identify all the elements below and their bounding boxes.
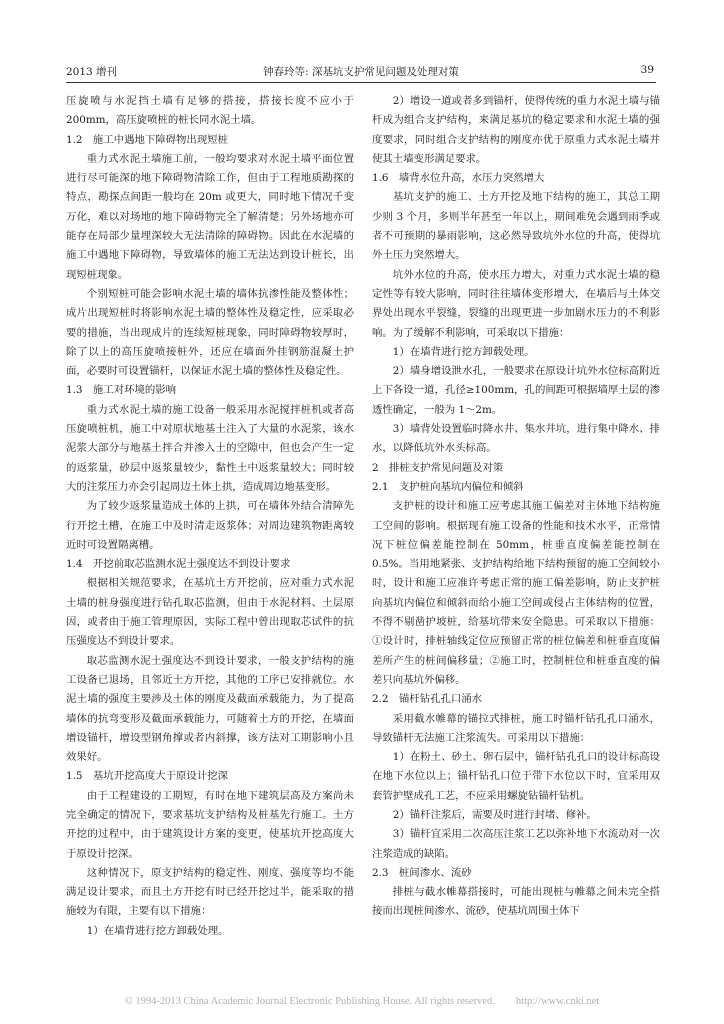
body-paragraph: 这种情况下，原支护结构的稳定性、刚度、强度等均不能满足设计要求，而且土方开挖有时已经开挖过半，能采取的措施较为有限，主要有以下措施： <box>66 866 354 918</box>
body-paragraph: 排桩与截水帷幕搭接时，可能出现桩与帷幕之间未完全搭接而出现桩间渗水、流砂，使基坑周围土体下 <box>372 886 660 918</box>
body-paragraph: 个别短桩可能会影响水泥土墙的墙体抗渗性能及整体性；成片出现短桩时将影响水泥土墙的整体性及稳定性，应采取必要的措施，当出现成片的连续短桩现象，同时障碍物较厚时，除了以上的高压旋喷接桩外，还应在墙面外挂钢筋混凝土护面，必要时可设置锚杆，以保证水泥土墙的整体性及稳定性。 <box>66 287 354 378</box>
body-paragraph: 1）在粉土、砂土、卵石层中，锚杆钻孔孔口的设计标高设在地下水位以上；锚杆钻孔口位于带下水位以下时，宜采用双套管护壁成孔工艺，不应采用螺旋钻锚杆钻机。 <box>372 751 660 802</box>
body-paragraph: 坑外水位的升高，使水压力增大，对重力式水泥土墙的稳定性等有较大影响，同时往往墙体变形增大，在墙后与土体交界处出现水平裂缝，裂缝的出现更进一步加剧水压力的不利影响。为了缓解不利影响，可采取以下措施： <box>372 268 660 339</box>
copyright-footer: © 1994-2013 China Academic Journal Electronic Publishing House. All rights reserved. http://www.cnki.net <box>124 996 600 1007</box>
body-paragraph: 3）锚杆宜采用二次高压注浆工艺以弥补地下水流动对一次注浆造成的缺陷。 <box>372 828 660 860</box>
body-paragraph: 2）增设一道或者多到锚杆，使得传统的重力水泥土墙与锚杆成为组合支护结构，来满足基坑的稳定要求和水泥土墙的强度要求，同时组合支护结构的刚度亦优于原重力式水泥土墙并使其土墙变形满足要求。 <box>372 95 660 165</box>
journal-issue: 2013 增刊 <box>66 66 118 78</box>
body-paragraph: 根据相关规范要求，在基坑土方开挖前，应对重力式水泥土墙的桩身强度进行钻孔取芯监测，但由于水泥材料、土层原因，或者由于施工管理原因，实际工程中曾出现取芯试件的抗压强度达不到设计要求。 <box>66 577 354 648</box>
section-heading: 1.2 施工中遇地下障碍物出现短桩 <box>66 133 228 146</box>
page-number: 39 <box>640 64 654 76</box>
section-heading: 1.3 施工对环境的影响 <box>66 384 177 397</box>
body-paragraph: 2）锚杆注浆后，需要及时进行封堵、修补。 <box>392 808 597 821</box>
body-paragraph: 重力式水泥土墙的施工设备一般采用水泥搅拌桩机或者高压旋喷桩机，施工中对原状地基土注入了大量的水泥浆，该水泥浆大部分与地基土拌合并渗入土的空隙中，但也会产生一定的返浆量，砂层中返浆量较少，黏性土中返浆量较大；同时较大的注浆压力亦会引起周边土体上拱，造成周边地基变形。 <box>66 403 354 493</box>
body-paragraph: 采用截水帷幕的锚拉式排桩，施工时锚杆钻孔孔口涌水，导致锚杆无法施工注浆流失。可采用以下措施： <box>372 712 660 744</box>
section-heading: 2 排桩支护常见问题及对策 <box>372 461 504 474</box>
section-heading: 1.6 墙背水位升高，水压力突然增大 <box>372 172 545 185</box>
body-paragraph: 2）墙身增设泄水孔，一般要求在原设计坑外水位标高附近上下各设一道，孔径≥100mm，孔的间距可根据墙厚土层的渗透性确定，一般为 1～2m。 <box>372 365 660 416</box>
article-running-title: 钟春玲等: 深基坑支护常见问题及处理对策 <box>263 66 459 78</box>
section-heading: 2.1 支护桩向基坑内偏位和倾斜 <box>372 480 524 493</box>
section-heading: 1.4 开挖前取芯监测水泥土强度达不到设计要求 <box>66 558 291 571</box>
body-paragraph: 1）在墙背进行挖方卸载处理。 <box>86 924 229 937</box>
body-paragraph: 重力式水泥土墙施工前，一般均要求对水泥土墙平面位置进行尽可能深的地下障碍物清除工作，但由于工程地质勘探的特点，勘探点间距一般均在 20m 或更大，同时地下情况千变万化，难以对场地的地下障碍物完全了解清楚；另外场地亦可能存在局部少量埋深较大无法清除的障碍物。因此在水泥墙的施工中遇地下障碍物，导致墙体的施工无法达到设计桩长，出现短桩现象。 <box>66 152 354 281</box>
body-paragraph: 取芯监测水泥土强度达不到设计要求，一般支护结构的施工设备已退场，且邻近土方开挖，其他的工序已安排就位。水泥土墙的强度主要涉及土体的刚度及截面承载能力，为了提高墙体的抗弯变形及截面承载能力，可随着土方的开挖，在墙面增设锚杆，增设型钢角撑或者内斜撑，该方法对工期影响小且效果好。 <box>66 654 354 764</box>
running-header <box>66 58 656 83</box>
section-heading: 1.5 基坑开挖高度大于原设计挖深 <box>66 770 228 783</box>
right-column <box>372 92 660 922</box>
body-paragraph: 基坑支护的施工、土方开挖及地下结构的施工，其总工期少则 3 个月，多则半年甚至一年以上，期间难免会遇到雨季或者不可预期的暴雨影响，这必然导致坑外水位的升高，使得坑外土压力突然增大。 <box>372 191 660 262</box>
body-paragraph: 由于工程建设的工期短，有时在地下建筑层高及方案尚未完全确定的情况下，要求基坑支护结构及桩基先行施工。土方开挖的过程中，由于建筑设计方案的变更，使基坑开挖高度大于原设计挖深。 <box>66 789 354 860</box>
body-paragraph: 3）墙背处设置临时降水井、集水井坑，进行集中降水、排水，以降低坑外水头标高。 <box>372 423 660 455</box>
left-column <box>66 92 354 941</box>
body-paragraph: 1）在墙背进行挖方卸载处理。 <box>392 345 535 358</box>
body-paragraph: 支护桩的设计和施工应考虑其施工偏差对主体地下结构施工空间的影响。根据现有施工设备的性能和技术水平，正常情况下桩位偏差能控制在 50mm，桩垂直度偏差能控制在 0.5%。当用地紧张、支护结构给地下结构预留的施工空间较小时，设计和施工应准许考虑正常的施工偏差影响，防止支护桩向基坑内偏位和倾斜而给小施工空间或侵占主体结构的位置，不得不剔凿护坡桩，给基坑带来安全隐患。可采取以下措施：①设计时，排桩轴线定位应预留正常的桩位偏差和桩垂直度偏差所产生的桩间偏移量；②施工时，控制桩位和桩垂直度的偏差只向基坑外偏移。 <box>372 500 660 686</box>
body-paragraph: 压旋喷与水泥挡土墙有足够的搭接，搭接长度不应小于 200mm，高压旋喷桩的桩长同水泥土墙。 <box>66 95 354 127</box>
body-paragraph: 为了较少返浆量造成土体的上拱，可在墙体外结合清障先行开挖土槽，在施工中及时清走返浆体；对周边建筑物距离较近时可设置隔离槽。 <box>66 500 354 551</box>
section-heading: 2.2 锚杆钻孔孔口涌水 <box>372 693 483 706</box>
section-heading: 2.3 桩间渗水、流砂 <box>372 866 472 879</box>
